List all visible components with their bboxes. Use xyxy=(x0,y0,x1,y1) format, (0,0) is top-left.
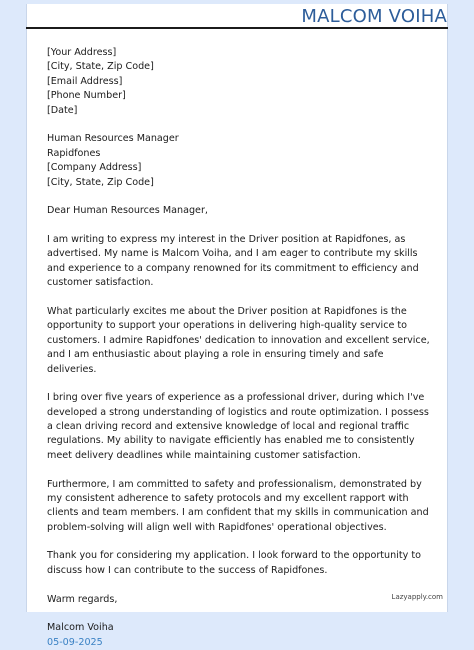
recipient-title: Human Resources Manager xyxy=(47,133,179,145)
recipient-company: Rapidfones xyxy=(47,147,101,159)
signature-date: 05-09-2025 xyxy=(47,636,103,648)
sender-phone: [Phone Number] xyxy=(47,90,126,102)
paragraph-motivation: What particularly excites me about the Driver position at Rapidfones is the opportunity to support your operations in delivering high-quality service to customers. I admire Rapidfones' dedication to innovation and excellent service, and I am enthusiastic about playing a role in ensuring timely and safe deliveries. xyxy=(47,305,430,375)
salutation: Dear Human Resources Manager, xyxy=(47,205,208,217)
letter-body xyxy=(47,46,431,650)
recipient-city: [City, State, Zip Code] xyxy=(47,176,154,188)
sender-city: [City, State, Zip Code] xyxy=(47,61,154,73)
watermark: Lazyapply.com xyxy=(391,593,443,601)
sender-block xyxy=(47,46,431,118)
header-rule xyxy=(26,27,448,29)
sender-address: [Your Address] xyxy=(47,47,117,58)
paragraph-thanks: Thank you for considering my application. I look forward to the opportunity to discuss how I can contribute to the success of Rapidfones. xyxy=(47,550,421,576)
closing: Warm regards, xyxy=(47,593,118,605)
recipient-address: [Company Address] xyxy=(47,162,142,174)
sender-email: [Email Address] xyxy=(47,75,123,87)
recipient-block xyxy=(47,132,431,190)
sender-date: [Date] xyxy=(47,104,78,116)
paragraph-intro: I am writing to express my interest in the Driver position at Rapidfones, as advertised. My name is Malcom Voiha, and I am eager to contribute my skills and experience to a company renowned for its commitment to efficiency and customer satisfaction. xyxy=(47,233,419,289)
paragraph-values: Furthermore, I am committed to safety and professionalism, demonstrated by my consistent adherence to safety protocols and my excellent rapport with clients and team members. I am confident that my skills in communication and problem-solving will align well with Rapidfones' operational objectives. xyxy=(47,478,429,533)
signature-name: Malcom Voiha xyxy=(47,622,114,634)
paragraph-experience: I bring over five years of experience as a professional driver, during which I've developed a strong understanding of logistics and route optimization. I possess a clean driving record and extensive knowledge of local and regional traffic regulations. My ability to navigate efficiently has enabled me to consistently meet delivery deadlines while maintaining customer satisfaction. xyxy=(47,392,429,461)
header-name: MALCOM VOIHA xyxy=(301,6,447,27)
